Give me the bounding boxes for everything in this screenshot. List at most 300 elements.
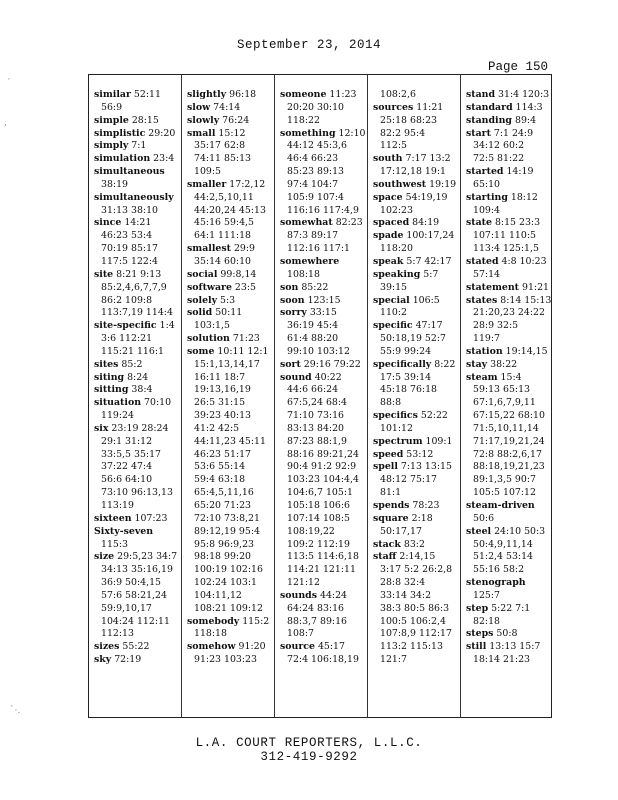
index-entry bbox=[373, 179, 461, 192]
index-entry-continuation bbox=[187, 217, 275, 230]
index-term: sort bbox=[280, 358, 301, 370]
page-line-refs: 88:18,19,21,23 bbox=[473, 461, 545, 473]
index-term: stenograph bbox=[466, 577, 526, 589]
index-entry-continuation bbox=[187, 256, 275, 269]
index-column-4 bbox=[369, 89, 461, 667]
index-term: speed bbox=[373, 448, 404, 460]
index-entry-continuation bbox=[94, 436, 182, 449]
page-line-refs: 82:18 bbox=[473, 615, 501, 627]
page-line-refs: 31:4 120:3 bbox=[495, 89, 550, 100]
page-line-refs: 33:15 bbox=[306, 307, 337, 319]
page-line-refs: 53:6 55:14 bbox=[194, 461, 246, 473]
index-term: site-specific bbox=[94, 320, 157, 332]
page-line-refs: 85:2 bbox=[118, 358, 143, 370]
index-entry-continuation bbox=[187, 384, 275, 397]
page-line-refs: 7:13 13:15 bbox=[397, 461, 452, 473]
index-entry bbox=[280, 372, 368, 385]
page-date-header: September 23, 2014 bbox=[236, 38, 382, 52]
index-term: smallest bbox=[187, 243, 231, 255]
page-line-refs: 121:7 bbox=[380, 654, 408, 666]
page-line-refs: 112:16 117:1 bbox=[287, 243, 350, 255]
index-entry bbox=[187, 641, 275, 654]
index-term: sixteen bbox=[94, 512, 132, 524]
index-term: site bbox=[94, 268, 114, 280]
page-line-refs: 46:23 51:17 bbox=[194, 448, 252, 460]
index-entry-continuation bbox=[466, 320, 554, 333]
page-line-refs: 72:4 106:18,19 bbox=[287, 654, 359, 666]
page-line-refs: 89:1,3,5 90:7 bbox=[473, 474, 536, 486]
index-term: spends bbox=[373, 500, 410, 511]
page-line-refs: 65:4,5,11,16 bbox=[194, 487, 254, 499]
page-line-refs: 108:7 bbox=[287, 628, 315, 640]
index-entry bbox=[466, 102, 554, 115]
page-line-refs: 108:19,22 bbox=[287, 525, 335, 537]
index-entry bbox=[94, 654, 182, 667]
page-line-refs: 51:2,4 53:14 bbox=[473, 551, 533, 563]
index-entry-continuation bbox=[94, 333, 182, 346]
page-line-refs: 56:6 64:10 bbox=[101, 474, 153, 486]
index-term: space bbox=[373, 191, 403, 203]
index-term: special bbox=[373, 294, 410, 306]
page-line-refs: 35:17 62:8 bbox=[194, 140, 246, 152]
index-entry bbox=[94, 359, 182, 372]
page-line-refs: 82:23 bbox=[332, 217, 363, 229]
index-entry-continuation bbox=[94, 102, 182, 115]
page-line-refs: 44:24 bbox=[317, 589, 347, 601]
index-term: square bbox=[373, 512, 409, 524]
page-line-refs: 59:13 65:13 bbox=[473, 384, 531, 396]
index-entry-continuation bbox=[373, 526, 461, 539]
index-entry bbox=[280, 641, 368, 654]
index-entry-continuation bbox=[466, 140, 554, 153]
index-term: state bbox=[466, 217, 492, 229]
index-entry-continuation bbox=[187, 474, 275, 487]
page-line-refs: 18:12 bbox=[507, 191, 538, 203]
index-entry bbox=[187, 616, 275, 629]
index-term: source bbox=[280, 641, 315, 653]
index-entry-continuation bbox=[373, 616, 461, 629]
index-entry bbox=[466, 526, 554, 539]
index-entry bbox=[373, 217, 461, 230]
index-term: south bbox=[373, 153, 403, 165]
page-line-refs: 44:11,23 45:11 bbox=[194, 435, 266, 447]
index-term: steps bbox=[466, 628, 494, 640]
index-term: similar bbox=[94, 89, 131, 100]
page-line-refs: 104:11,12 bbox=[194, 589, 242, 601]
index-entry-continuation bbox=[187, 526, 275, 539]
index-term: somebody bbox=[187, 615, 240, 627]
page-line-refs: 91:20 bbox=[235, 641, 266, 653]
index-term: sitting bbox=[94, 384, 129, 396]
index-entry bbox=[280, 282, 368, 295]
page-line-refs: 37:22 47:4 bbox=[101, 461, 153, 473]
page-line-refs: 2:14,15 bbox=[396, 551, 436, 563]
index-entry-continuation bbox=[466, 564, 554, 577]
index-entry-continuation bbox=[280, 205, 368, 218]
page-line-refs: 100:19 102:16 bbox=[194, 564, 263, 576]
index-entry-continuation bbox=[280, 487, 368, 500]
page-line-refs: 50:6 bbox=[473, 512, 495, 524]
page-line-refs: 28:9 32:5 bbox=[473, 320, 519, 332]
index-entry bbox=[373, 153, 461, 166]
index-entry-continuation bbox=[466, 333, 554, 346]
page-line-refs: 74:11 85:13 bbox=[194, 153, 252, 165]
index-entry-continuation bbox=[280, 474, 368, 487]
page-line-refs: 53:12 bbox=[403, 448, 434, 460]
index-table bbox=[88, 74, 552, 718]
index-entry-continuation bbox=[187, 603, 275, 616]
index-entry bbox=[280, 307, 368, 320]
page-line-refs: 70:19 85:17 bbox=[101, 243, 159, 255]
index-entry-continuation bbox=[94, 539, 182, 552]
index-entry-continuation bbox=[187, 397, 275, 410]
page-line-refs: 115:21 116:1 bbox=[101, 345, 164, 357]
index-entry-continuation bbox=[280, 449, 368, 462]
index-entry bbox=[466, 577, 554, 590]
page-line-refs: 33:14 34:2 bbox=[380, 589, 432, 601]
index-entry-continuation bbox=[187, 564, 275, 577]
index-entry-continuation bbox=[466, 269, 554, 282]
index-entry-continuation bbox=[373, 603, 461, 616]
page-line-refs: 3:17 5:2 26:2,8 bbox=[380, 564, 453, 576]
index-term: some bbox=[187, 345, 215, 357]
index-entry bbox=[373, 436, 461, 449]
page-line-refs: 121:12 bbox=[287, 577, 320, 589]
index-entry bbox=[466, 359, 554, 372]
index-entry-continuation bbox=[373, 140, 461, 153]
footer-company: L.A. COURT REPORTERS, L.L.C. bbox=[195, 736, 423, 750]
index-entry-continuation bbox=[280, 397, 368, 410]
index-entry bbox=[466, 603, 554, 616]
page-line-refs: 44:20,24 45:13 bbox=[194, 204, 266, 216]
index-entry-continuation bbox=[280, 564, 368, 577]
page-line-refs: 95:8 96:9,23 bbox=[194, 538, 254, 550]
footer-phone: 312-419-9292 bbox=[260, 750, 358, 764]
index-entry-continuation bbox=[466, 410, 554, 423]
index-entry bbox=[466, 217, 554, 230]
page-line-refs: 55:22 bbox=[119, 641, 150, 653]
page-line-refs: 72:10 73:8,21 bbox=[194, 512, 260, 524]
index-entry bbox=[187, 346, 275, 359]
index-entry bbox=[280, 89, 368, 102]
page-line-refs: 17:2,12 bbox=[226, 178, 266, 190]
index-term: start bbox=[466, 127, 491, 139]
index-entry bbox=[94, 384, 182, 397]
page-line-refs: 107:11 110:5 bbox=[473, 230, 536, 242]
page-line-refs: 107:8,9 112:17 bbox=[380, 628, 452, 640]
page-line-refs: 23:19 28:24 bbox=[108, 422, 169, 434]
index-entry bbox=[94, 128, 182, 141]
page-line-refs: 64:1 111:18 bbox=[194, 230, 252, 242]
margin-mark: `·. bbox=[10, 706, 21, 716]
index-entry-continuation bbox=[94, 307, 182, 320]
page-line-refs: 112:13 bbox=[101, 628, 134, 640]
index-entry bbox=[187, 115, 275, 128]
index-entry bbox=[280, 217, 368, 230]
page-line-refs: 59:9,10,17 bbox=[101, 602, 152, 614]
page-line-refs: 115:3 bbox=[101, 538, 129, 550]
page-line-refs: 118:22 bbox=[287, 114, 320, 126]
page-line-refs: 81:1 bbox=[380, 487, 402, 499]
index-term: smaller bbox=[187, 178, 227, 190]
index-entry-continuation bbox=[466, 616, 554, 629]
index-entry bbox=[94, 526, 182, 539]
index-term: situation bbox=[94, 397, 142, 409]
page-line-refs: 10:11 12:1 bbox=[214, 345, 269, 357]
index-entry-continuation bbox=[187, 205, 275, 218]
index-entry-continuation bbox=[373, 423, 461, 436]
index-entry-continuation bbox=[187, 628, 275, 641]
index-entry bbox=[373, 320, 461, 333]
page-line-refs: 71:10 73:16 bbox=[287, 410, 345, 422]
index-entry-continuation bbox=[373, 128, 461, 141]
index-entry bbox=[373, 295, 461, 308]
index-entry bbox=[373, 192, 461, 205]
index-term: sky bbox=[94, 654, 112, 666]
index-entry-continuation bbox=[94, 590, 182, 603]
index-entry-continuation bbox=[373, 243, 461, 256]
page-line-refs: 19:13,16,19 bbox=[194, 384, 251, 396]
index-term: somewhat bbox=[280, 217, 333, 229]
index-entry-continuation bbox=[187, 487, 275, 500]
page-line-refs: 23:5 bbox=[231, 281, 256, 293]
index-entry-continuation bbox=[466, 384, 554, 397]
page-line-refs: 13:13 15:7 bbox=[486, 641, 541, 653]
index-term: sound bbox=[280, 371, 312, 383]
index-entry-continuation bbox=[466, 397, 554, 410]
page-line-refs: 85:22 bbox=[298, 281, 329, 293]
index-entry-continuation bbox=[280, 539, 368, 552]
index-entry-continuation bbox=[280, 140, 368, 153]
page-line-refs: 56:9 bbox=[101, 101, 123, 113]
page-line-refs: 19:14,15 bbox=[502, 345, 548, 357]
index-entry-continuation bbox=[280, 320, 368, 333]
index-entry-continuation bbox=[280, 423, 368, 436]
index-term: son bbox=[280, 281, 299, 293]
index-entry-continuation bbox=[280, 500, 368, 513]
index-term: siting bbox=[94, 371, 125, 383]
index-entry-continuation bbox=[373, 654, 461, 667]
index-entry bbox=[94, 372, 182, 385]
page-line-refs: 38:4 bbox=[128, 384, 153, 396]
page-line-refs: 33:5,5 35:17 bbox=[101, 448, 161, 460]
index-entry-continuation bbox=[94, 616, 182, 629]
index-entry bbox=[466, 256, 554, 269]
page-line-refs: 38:22 bbox=[487, 358, 518, 370]
index-term: speaking bbox=[373, 268, 421, 280]
page-line-refs: 44:12 45:3,6 bbox=[287, 140, 347, 152]
index-term: stay bbox=[466, 358, 488, 370]
index-entry bbox=[373, 410, 461, 423]
page-line-refs: 65:10 bbox=[473, 178, 501, 190]
page-line-refs: 125:7 bbox=[473, 589, 501, 601]
index-term: simple bbox=[94, 114, 129, 126]
index-term: steel bbox=[466, 525, 492, 537]
index-entry-continuation bbox=[94, 282, 182, 295]
page-line-refs: 83:2 bbox=[400, 538, 425, 550]
page-line-refs: 34:12 60:2 bbox=[473, 140, 525, 152]
page-line-refs: 108:2,6 bbox=[380, 89, 416, 100]
page-line-refs: 87:3 89:17 bbox=[287, 230, 339, 242]
index-term: stack bbox=[373, 538, 401, 550]
page-line-refs: 12:10 bbox=[335, 127, 366, 139]
index-entry-continuation bbox=[373, 384, 461, 397]
page-line-refs: 107:14 108:5 bbox=[287, 512, 350, 524]
index-term: statement bbox=[466, 281, 520, 293]
page-line-refs: 65:20 71:23 bbox=[194, 500, 252, 511]
page-line-refs: 109:5 bbox=[194, 166, 222, 178]
page-line-refs: 96:18 bbox=[226, 89, 257, 100]
index-term: spade bbox=[373, 230, 404, 242]
index-term: solid bbox=[187, 307, 213, 319]
page-line-refs: 88:3,7 89:16 bbox=[287, 615, 347, 627]
page-line-refs: 105:9 107:4 bbox=[287, 191, 345, 203]
index-entry-continuation bbox=[280, 654, 368, 667]
page-line-refs: 85:2,4,6,7,7,9 bbox=[101, 281, 167, 293]
page-line-refs: 29:1 31:12 bbox=[101, 435, 153, 447]
page-line-refs: 88:16 89:21,24 bbox=[287, 448, 359, 460]
index-term: step bbox=[466, 602, 489, 614]
page-line-refs: 115:2 bbox=[239, 615, 270, 627]
index-entry-continuation bbox=[373, 346, 461, 359]
index-term: stand bbox=[466, 89, 496, 100]
index-entry-continuation bbox=[466, 590, 554, 603]
page-line-refs: 20:20 30:10 bbox=[287, 101, 345, 113]
index-term: standard bbox=[466, 101, 513, 113]
index-entry bbox=[373, 269, 461, 282]
page-number: Page 150 bbox=[488, 60, 549, 74]
index-column-5 bbox=[462, 89, 554, 667]
index-term: slow bbox=[187, 101, 211, 113]
page-line-refs: 123:15 bbox=[304, 294, 341, 306]
page-line-refs: 72:19 bbox=[111, 654, 142, 666]
page-line-refs: 71:23 bbox=[229, 333, 260, 345]
index-term: since bbox=[94, 217, 122, 229]
index-term: still bbox=[466, 641, 487, 653]
page-line-refs: 99:10 103:12 bbox=[287, 345, 350, 357]
index-term: spaced bbox=[373, 217, 410, 229]
index-term: specific bbox=[373, 320, 413, 332]
index-entry bbox=[466, 372, 554, 385]
page-line-refs: 88:8 bbox=[380, 397, 402, 409]
page-line-refs: 98:18 99:20 bbox=[194, 551, 252, 563]
index-entry bbox=[187, 243, 275, 256]
index-entry bbox=[187, 269, 275, 282]
index-entry-continuation bbox=[373, 115, 461, 128]
page-line-refs: 67:1,6,7,9,11 bbox=[473, 397, 536, 409]
index-entry bbox=[94, 641, 182, 654]
index-entry-continuation bbox=[466, 513, 554, 526]
page-line-refs: 78:23 bbox=[409, 500, 440, 511]
index-entry-continuation bbox=[187, 436, 275, 449]
page-line-refs: 29:9 bbox=[230, 243, 256, 255]
index-entry-continuation bbox=[94, 487, 182, 500]
page-line-refs: 103:1,5 bbox=[194, 320, 230, 332]
index-entry bbox=[373, 256, 461, 269]
index-entry-continuation bbox=[187, 500, 275, 513]
page-line-refs: 5:7 bbox=[420, 268, 439, 280]
index-entry-continuation bbox=[466, 487, 554, 500]
index-entry bbox=[94, 192, 182, 205]
page-line-refs: 100:17,24 bbox=[403, 230, 455, 242]
index-entry-continuation bbox=[280, 461, 368, 474]
page-line-refs: 15:12 bbox=[215, 127, 246, 139]
index-entry bbox=[94, 423, 182, 436]
index-entry-continuation bbox=[373, 564, 461, 577]
page-line-refs: 16:11 18:7 bbox=[194, 371, 246, 383]
page-line-refs: 99:8,14 bbox=[217, 268, 257, 280]
index-entry bbox=[466, 282, 554, 295]
index-entry bbox=[466, 192, 554, 205]
index-entry-continuation bbox=[280, 333, 368, 346]
index-entry-continuation bbox=[94, 179, 182, 192]
index-term: slowly bbox=[187, 114, 220, 126]
page-line-refs: 113:4 125:1,5 bbox=[473, 243, 539, 255]
index-entry-continuation bbox=[280, 551, 368, 564]
page-line-refs: 117:5 122:4 bbox=[101, 255, 159, 267]
page-line-refs: 35:14 60:10 bbox=[194, 255, 252, 267]
index-entry bbox=[94, 166, 182, 179]
page-line-refs: 17:5 39:14 bbox=[380, 371, 432, 383]
page-line-refs: 109:2 112:19 bbox=[287, 538, 350, 550]
index-entry-continuation bbox=[466, 230, 554, 243]
index-entry-continuation bbox=[187, 320, 275, 333]
index-entry-continuation bbox=[280, 153, 368, 166]
index-entry-continuation bbox=[94, 628, 182, 641]
page-line-refs: 55:9 99:24 bbox=[380, 345, 432, 357]
index-entry-continuation bbox=[466, 205, 554, 218]
index-entry-continuation bbox=[373, 590, 461, 603]
index-entry bbox=[94, 551, 182, 564]
index-entry-continuation bbox=[466, 551, 554, 564]
page-line-refs: 8:15 23:3 bbox=[491, 217, 541, 229]
page-line-refs: 41:2 42:5 bbox=[194, 422, 240, 434]
page-line-refs: 82:2 95:4 bbox=[380, 127, 426, 139]
page-line-refs: 18:14 21:23 bbox=[473, 654, 531, 666]
index-term: someone bbox=[280, 89, 327, 100]
margin-mark: , bbox=[4, 118, 7, 128]
index-entry-continuation bbox=[94, 500, 182, 513]
page-line-refs: 48:12 75:17 bbox=[380, 474, 438, 486]
index-entry bbox=[187, 102, 275, 115]
index-entry bbox=[373, 102, 461, 115]
index-entry bbox=[94, 153, 182, 166]
page-line-refs: 84:19 bbox=[409, 217, 440, 229]
page-line-refs: 113:2 115:13 bbox=[380, 641, 443, 653]
page-line-refs: 67:5,24 68:4 bbox=[287, 397, 347, 409]
index-entry-continuation bbox=[94, 295, 182, 308]
page-line-refs: 105:5 107:12 bbox=[473, 487, 536, 499]
index-term: software bbox=[187, 281, 232, 293]
page-line-refs: 4:8 10:23 bbox=[498, 255, 547, 267]
index-entry bbox=[280, 590, 368, 603]
index-entry-continuation bbox=[187, 590, 275, 603]
index-term: stated bbox=[466, 255, 499, 267]
index-entry-continuation bbox=[373, 474, 461, 487]
index-column-3 bbox=[276, 89, 368, 667]
page-line-refs: 29:20 bbox=[145, 127, 176, 139]
page-line-refs: 106:5 bbox=[409, 294, 440, 306]
page-line-refs: 91:23 103:23 bbox=[194, 654, 257, 666]
index-entry-continuation bbox=[373, 372, 461, 385]
index-entry-continuation bbox=[187, 192, 275, 205]
page-line-refs: 8:24 bbox=[124, 371, 149, 383]
index-entry bbox=[94, 140, 182, 153]
page-line-refs: 23:4 bbox=[150, 153, 175, 165]
page-line-refs: 26:5 31:15 bbox=[194, 397, 246, 409]
index-entry bbox=[373, 359, 461, 372]
index-term: simplistic bbox=[94, 127, 146, 139]
